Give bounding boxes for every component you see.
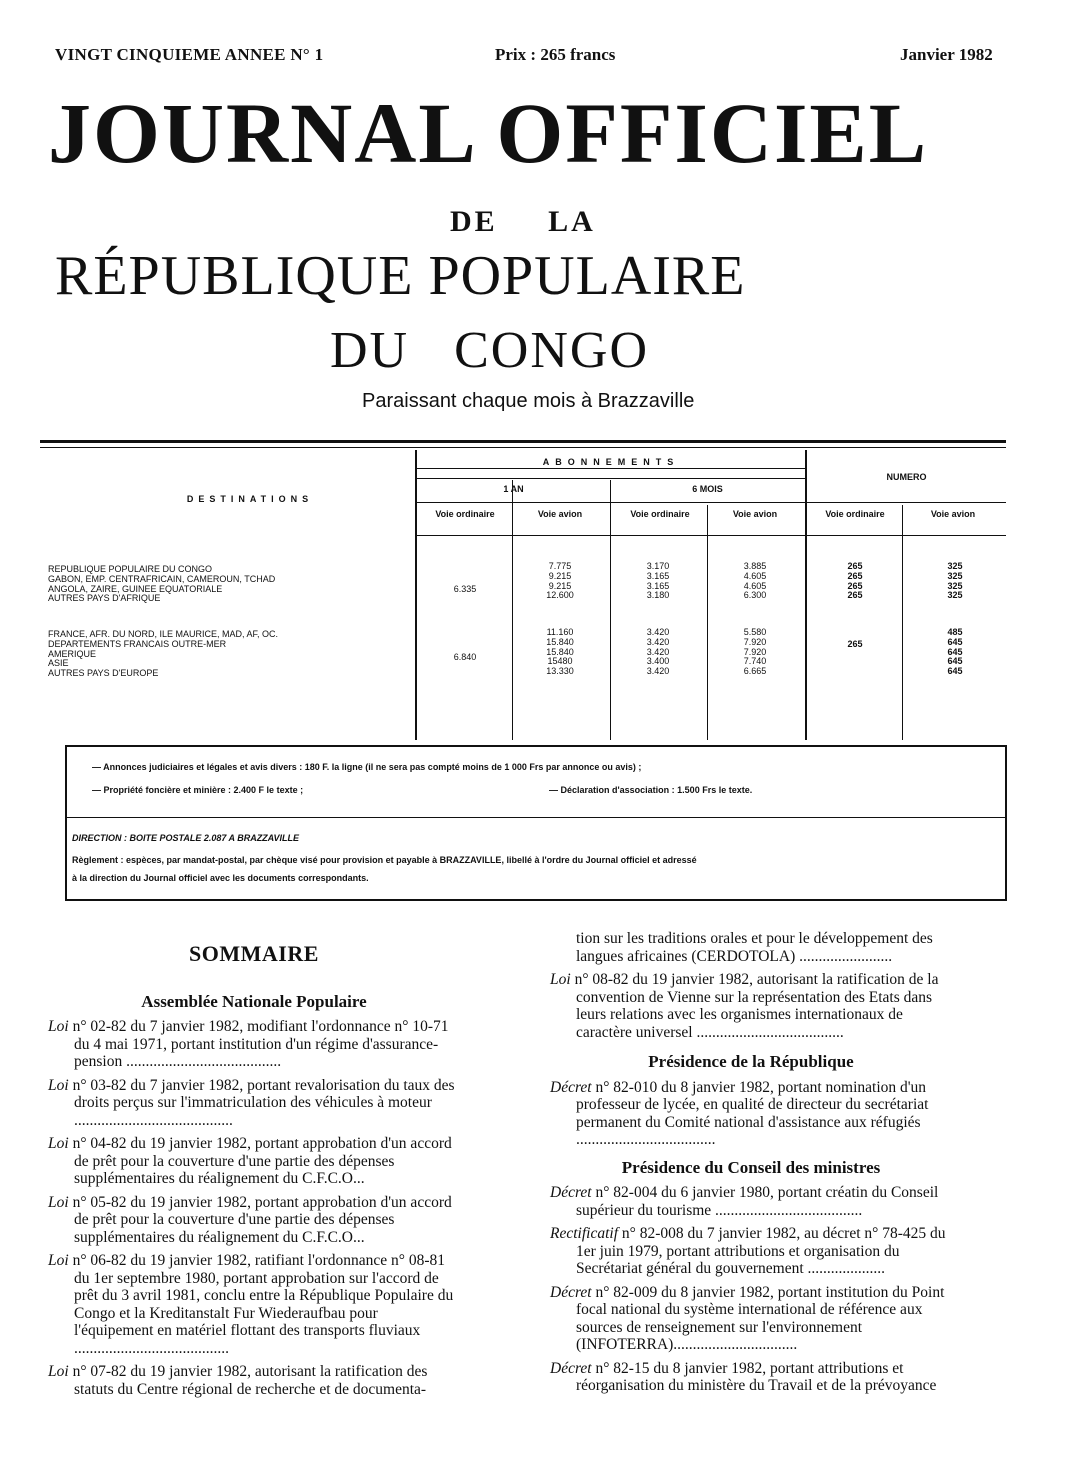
notice-divider <box>67 817 1005 818</box>
group1-num-avion <box>925 562 985 601</box>
voie-avion-header: Voie avion <box>732 509 778 519</box>
cell: 3.420 <box>646 646 670 657</box>
cell: 265 <box>847 561 863 571</box>
cell: 265 <box>847 570 863 581</box>
notice-direction: DIRECTION : BOITE POSTALE 2.087 A BRAZZAVILLE <box>72 833 300 843</box>
voie-ordinaire-header: Voie ordinaire <box>825 509 885 519</box>
entry-label: Décret <box>550 1078 592 1096</box>
sommaire-entry <box>550 1225 952 1278</box>
destination-row: AUTRES PAYS D'EUROPE <box>48 668 159 679</box>
cell: 645 <box>947 666 963 677</box>
table-vrule <box>805 450 807 740</box>
entry-label: Loi <box>48 1076 69 1094</box>
entry-text: n° 82-004 du 6 janvier 1980, portant créatin du Conseil supérieur du tourisme ...................................... <box>576 1184 939 1219</box>
abonnements-header: ABONNEMENTS <box>542 457 680 467</box>
sommaire-entry <box>48 1135 460 1188</box>
cell: 3.180 <box>646 590 670 601</box>
issue-price: Prix : 265 francs <box>495 45 616 64</box>
group1-an-avion <box>530 562 590 601</box>
cell: 7.740 <box>743 656 767 667</box>
voie-ordinaire-header: Voie ordinaire <box>435 509 495 519</box>
notice-association: — Déclaration d'association : 1.500 Frs le texte. <box>549 785 753 795</box>
entry-label: Décret <box>550 1283 592 1301</box>
cell: 3.420 <box>646 636 670 647</box>
sommaire-entry <box>550 1184 952 1219</box>
cell: 4.605 <box>743 570 767 581</box>
entry-label: Loi <box>48 1018 69 1035</box>
notice-reglement: Règlement : espèces, par mandat-postal, par chèque visé pour provision et payable à BRAZZAVILLE, libellé à l'ordre du Journal officiel et adressé <box>72 855 697 865</box>
cell: 5.580 <box>743 627 767 637</box>
destination-row: FRANCE, AFR. DU NORD, ILE MAURICE, MAD, AF, OC. <box>48 629 279 639</box>
cell: 13.330 <box>546 666 574 677</box>
destination-row: AMERIQUE <box>48 648 97 659</box>
notice-box <box>65 745 1007 901</box>
notice-reglement-2: à la direction du Journal officiel avec les documents correspondants. <box>72 873 369 883</box>
cell: 325 <box>947 580 963 591</box>
entry-text: n° 82-15 du 8 janvier 1982, portant attributions et réorganisation du ministère du Travail et de la prévoyance <box>576 1359 937 1394</box>
table-hrule <box>417 468 805 469</box>
group2-an-avion <box>530 628 590 677</box>
destination-row: DEPARTEMENTS FRANCAIS OUTRE-MER <box>48 638 227 649</box>
cell: 265 <box>847 590 863 601</box>
entry-text: n° 82-010 du 8 janvier 1982, portant nomination d'un professeur de lycée, en qualité de directeur du secrétariat permanent du Comité national d'assistance aux réfugiés .................................... <box>576 1078 929 1148</box>
table-hrule <box>417 478 805 479</box>
section-presidence: Présidence de la République <box>648 1052 854 1071</box>
table-hrule <box>417 502 1006 503</box>
cell: 7.775 <box>548 561 572 571</box>
cell: 6.300 <box>743 590 767 601</box>
group2-num-avion <box>925 628 985 677</box>
table-vrule <box>512 480 513 740</box>
cell: 645 <box>947 646 963 657</box>
cell: 485 <box>947 627 963 637</box>
entry-label: Rectificatif <box>550 1225 619 1242</box>
sommaire-title: SOMMAIRE <box>189 941 319 966</box>
entry-text: n° 08-82 du 19 janvier 1982, autorisant la ratification de la convention de Vienne sur la représentation des Etats dans leurs relations avec les organismes internationaux de caractère universel ...................................... <box>570 971 939 1041</box>
cell: 3.420 <box>646 666 670 677</box>
cell: 12.600 <box>546 590 574 601</box>
section-assemblee: Assemblée Nationale Populaire <box>141 991 367 1011</box>
cell: 15.840 <box>546 636 574 647</box>
entry-label: Loi <box>48 1135 69 1152</box>
masthead-republic: RÉPUBLIQUE POPULAIRE <box>55 245 746 307</box>
issue-number: VINGT CINQUIEME ANNEE N° 1 <box>55 45 324 64</box>
cell: 9.215 <box>548 570 572 581</box>
entry-label: Décret <box>550 1184 592 1201</box>
cell: 325 <box>947 561 963 571</box>
table-vrule <box>707 505 708 740</box>
journal-title-text: JOURNAL OFFICIEL <box>48 85 929 181</box>
entry-label: Loi <box>48 1252 69 1269</box>
issue-date: Janvier 1982 <box>900 45 993 64</box>
sommaire-entry <box>550 971 952 1041</box>
masthead-de-la: DE LA <box>450 205 596 238</box>
destinations-header: DESTINATIONS <box>186 494 314 504</box>
cell: 3.420 <box>646 627 670 637</box>
entry-label: Loi <box>550 971 571 988</box>
cell: 3.885 <box>743 561 767 571</box>
entry-text: n° 05-82 du 19 janvier 1982, portant approbation d'un accord de prêt pour la couverture d'une partie des dépenses supplémentaires du réalignement du C.F.C.O... <box>68 1193 452 1246</box>
masthead-country: DU CONGO <box>330 322 649 379</box>
entry-label: Loi <box>48 1193 69 1211</box>
cell: 3.400 <box>646 656 670 667</box>
notice-annonces: — Annonces judiciaires et légales et avis divers : 180 F. la ligne (il ne sera pas compté moins de 1 000 Frs par annonce ou avis) ; <box>92 762 642 772</box>
destination-row: GABON, EMP. CENTRAFRICAIN, CAMEROUN, TCHAD <box>48 573 276 584</box>
group1-num-ordinaire <box>825 562 885 601</box>
subscription-table <box>40 440 1006 740</box>
sommaire-entry <box>48 1363 460 1398</box>
masthead-subtitle: Paraissant chaque mois à Brazzaville <box>362 390 695 412</box>
cell: 265 <box>847 580 863 591</box>
journal-title <box>48 85 1008 181</box>
entry-text: n° 82-008 du 7 janvier 1982, au décret n° 78-425 du 1er juin 1979, portant attributions et organisation du Secrétariat général du gouvernement .................... <box>576 1225 946 1277</box>
sommaire-entry <box>48 1194 460 1247</box>
destination-row: ASIE <box>48 658 69 669</box>
cell: 6.665 <box>743 666 767 677</box>
cell: 645 <box>947 656 963 667</box>
entry-text: n° 03-82 du 7 janvier 1982, portant revalorisation du taux des droits perçus sur l'immatriculation des véhicules à moteur ......................................... <box>68 1076 455 1129</box>
sommaire-entry <box>48 1252 460 1357</box>
sommaire-entry <box>48 1018 460 1071</box>
table-vrule <box>902 505 903 740</box>
entry-label: Loi <box>48 1363 69 1380</box>
cell: 11.160 <box>546 627 574 637</box>
cell: 3.165 <box>646 570 670 581</box>
notice-propriete: — Propriété foncière et minière : 2.400 F le texte ; <box>92 785 304 795</box>
group1-mois-ordinaire <box>628 562 688 601</box>
six-months-header: 6 MOIS <box>692 484 723 494</box>
sommaire-entry <box>48 1077 460 1130</box>
group2-num-ordinaire: 265 <box>847 639 863 649</box>
sommaire-entry <box>550 1079 952 1149</box>
cell: 9.215 <box>548 580 572 591</box>
sommaire-continuation: tion sur les traditions orales et pour le développement des langues africaines (CERDOTOLA) ........................ <box>576 930 933 965</box>
entry-text: n° 07-82 du 19 janvier 1982, autorisant la ratification des statuts du Centre régional de recherche et de documenta- <box>68 1363 428 1398</box>
cell: 7.920 <box>743 636 767 647</box>
cell: 325 <box>947 570 963 581</box>
sommaire-entry <box>550 1360 952 1395</box>
table-hrule <box>417 535 1006 536</box>
numero-header: NUMERO <box>886 472 927 482</box>
group1-an-ordinaire: 6.335 <box>453 584 477 594</box>
table-top-rule-thin <box>40 447 1006 448</box>
group2-an-ordinaire: 6.840 <box>453 652 477 662</box>
sommaire-right-column <box>550 930 952 1401</box>
sommaire-left-column <box>48 941 460 1404</box>
destination-group-2 <box>48 630 278 679</box>
group2-mois-avion <box>725 628 785 677</box>
cell: 645 <box>947 636 963 647</box>
entry-text: n° 04-82 du 19 janvier 1982, portant approbation d'un accord de prêt pour la couverture d'une partie des dépenses supplémentaires du réalignement du C.F.C.O... <box>68 1135 452 1187</box>
group2-mois-ordinaire <box>628 628 688 677</box>
entry-text: n° 82-009 du 8 janvier 1982, portant institution du Point focal national du système international de référence aux sources de renseignement sur l'environnement (INFOTERRA)................................ <box>576 1283 945 1353</box>
destination-row: REPUBLIQUE POPULAIRE DU CONGO <box>48 564 213 574</box>
table-top-rule <box>40 440 1006 443</box>
cell: 3.170 <box>646 561 670 571</box>
cell: 3.165 <box>646 580 670 591</box>
entry-text: n° 06-82 du 19 janvier 1982, ratifiant l'ordonnance n° 08-81 du 1er septembre 1980, portant approbation sur l'accord de prêt du 3 avril 1981, conclu entre la République Populaire du Congo et la Kreditanstalt Fur Wiederaufbau pour l'équipement en matériel flottant des transports fluviaux ........................................ <box>68 1252 454 1357</box>
cell: 15.840 <box>546 646 574 657</box>
entry-label: Décret <box>550 1359 592 1377</box>
entry-text: n° 02-82 du 7 janvier 1982, modifiant l'ordonnance n° 10-71 du 4 mai 1971, portant institution d'un régime d'assurance-pension ........................................ <box>68 1018 449 1070</box>
cell: 15480 <box>547 656 573 667</box>
destination-row: AUTRES PAYS D'AFRIQUE <box>48 593 161 604</box>
voie-avion-header: Voie avion <box>930 509 976 519</box>
cell: 325 <box>947 590 963 601</box>
group1-mois-avion <box>725 562 785 601</box>
voie-avion-header: Voie avion <box>537 509 583 519</box>
sommaire-entry <box>550 1284 952 1354</box>
section-conseil-ministres: Présidence du Conseil des ministres <box>621 1157 881 1177</box>
destination-row: ANGOLA, ZAIRE, GUINEE EQUATORIALE <box>48 583 223 594</box>
destination-group-1 <box>48 565 275 604</box>
cell: 4.605 <box>743 580 767 591</box>
one-year-header: 1 AN <box>503 484 524 494</box>
cell: 7.920 <box>743 646 767 657</box>
table-vrule <box>610 480 611 740</box>
voie-ordinaire-header: Voie ordinaire <box>630 509 690 519</box>
